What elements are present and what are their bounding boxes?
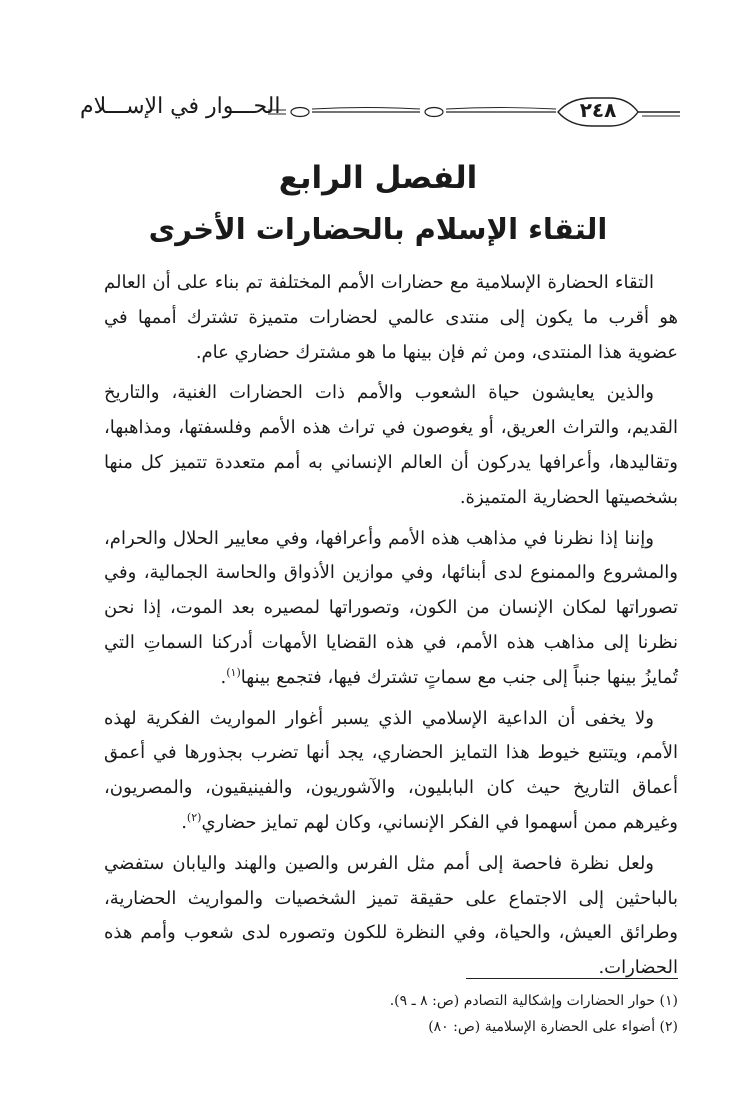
paragraph-tail: .	[220, 666, 227, 688]
paragraph-text: التقاء الحضارة الإسلامية مع حضارات الأمم المختلفة تم بناء على أن العالم هو أقرب ما يكون إلى منتدى عالمي لحضارات متميزة تشترك أممها في عضوية هذا المنتدى، ومن ثم فإن بينها ما هو مشترك حضاري عام.	[104, 272, 678, 363]
footnote-marker[interactable]: (١)	[226, 665, 241, 679]
paragraph	[104, 266, 678, 370]
paragraph-tail: .	[181, 811, 187, 833]
paragraph	[104, 702, 678, 841]
running-header	[80, 92, 680, 136]
paragraph-text: ولا يخفى أن الداعية الإسلامي الذي يسبر أغوار المواريث الفكرية لهذه الأمم، ويتتبع خيوط هذا التمايز الحضاري، يجد أنها تضرب بجذورها في أعمق أعماق التاريخ حيث كان البابليون، والآشوريون، والفينيقيون، والمصريون، وغيرهم ممن أسهموا في الفكر الإنساني، وكان لهم تمايز حضاري	[104, 707, 678, 833]
footnote-marker[interactable]: (٢)	[186, 810, 202, 824]
footnote: (١) حوار الحضارات وإشكالية التصادم (ص: ٨ ـ ٩).	[389, 993, 678, 1009]
paragraph-text: والذين يعايشون حياة الشعوب والأمم ذات الحضارات الغنية، والتاريخ القديم، والتراث العريق، أو يغوصون في تراث هذه الأمم وفلسفتها، ومذاهبها، وتقاليدها، وأعرافها يدركون أن العالم الإنساني به أمم متعددة تتميز كل منها بشخصيتها الحضارية المتميزة.	[104, 382, 678, 508]
paragraph	[104, 522, 678, 696]
page-number: ٢٤٨	[579, 98, 617, 122]
body-text	[104, 266, 678, 992]
paragraph-text: ولعل نظرة فاحصة إلى أمم مثل الفرس والصين والهند واليابان ستفضي بالباحثين إلى الاجتماع على حقيقة تميز الشخصيات والمواريث الحضارية، وطرائق العيش، والحياة، وفي النظرة للكون وتصوره لدى شعوب وأمم هذه الحضارات.	[104, 852, 678, 979]
chapter-subtitle: التقاء الإسلام بالحضارات الأخرى	[148, 212, 608, 246]
footnote: (٢) أضواء على الحضارة الإسلامية (ص: ٨٠)	[428, 1019, 678, 1035]
footnotes	[104, 988, 678, 1040]
paragraph	[104, 376, 678, 515]
paragraph-text: وإننا إذا نظرنا في مذاهب هذه الأمم وأعرافها، وفي معايير الحلال والحرام، والمشروع والممنوع لدى أبنائها، وفي موازين الأذواق والحاسة الجمالية، وفي تصوراتها لمكان الإنسان من الكون، وتصوراتها لمصيره بعد الموت، إذا نحن نظرنا إلى مذاهب هذه الأمم، في هذه القضايا الأمهات أدركنا السماتِ التي تُمايزُ بينها جنباً إلى جنب مع سماتٍ تشترك فيها، فتجمع بينها	[104, 527, 678, 688]
footnote-separator	[466, 978, 678, 979]
chapter-title: الفصل الرابع	[278, 160, 478, 196]
paragraph	[104, 847, 678, 986]
running-header-title: الحـــوار في الإســـلام	[80, 94, 281, 119]
